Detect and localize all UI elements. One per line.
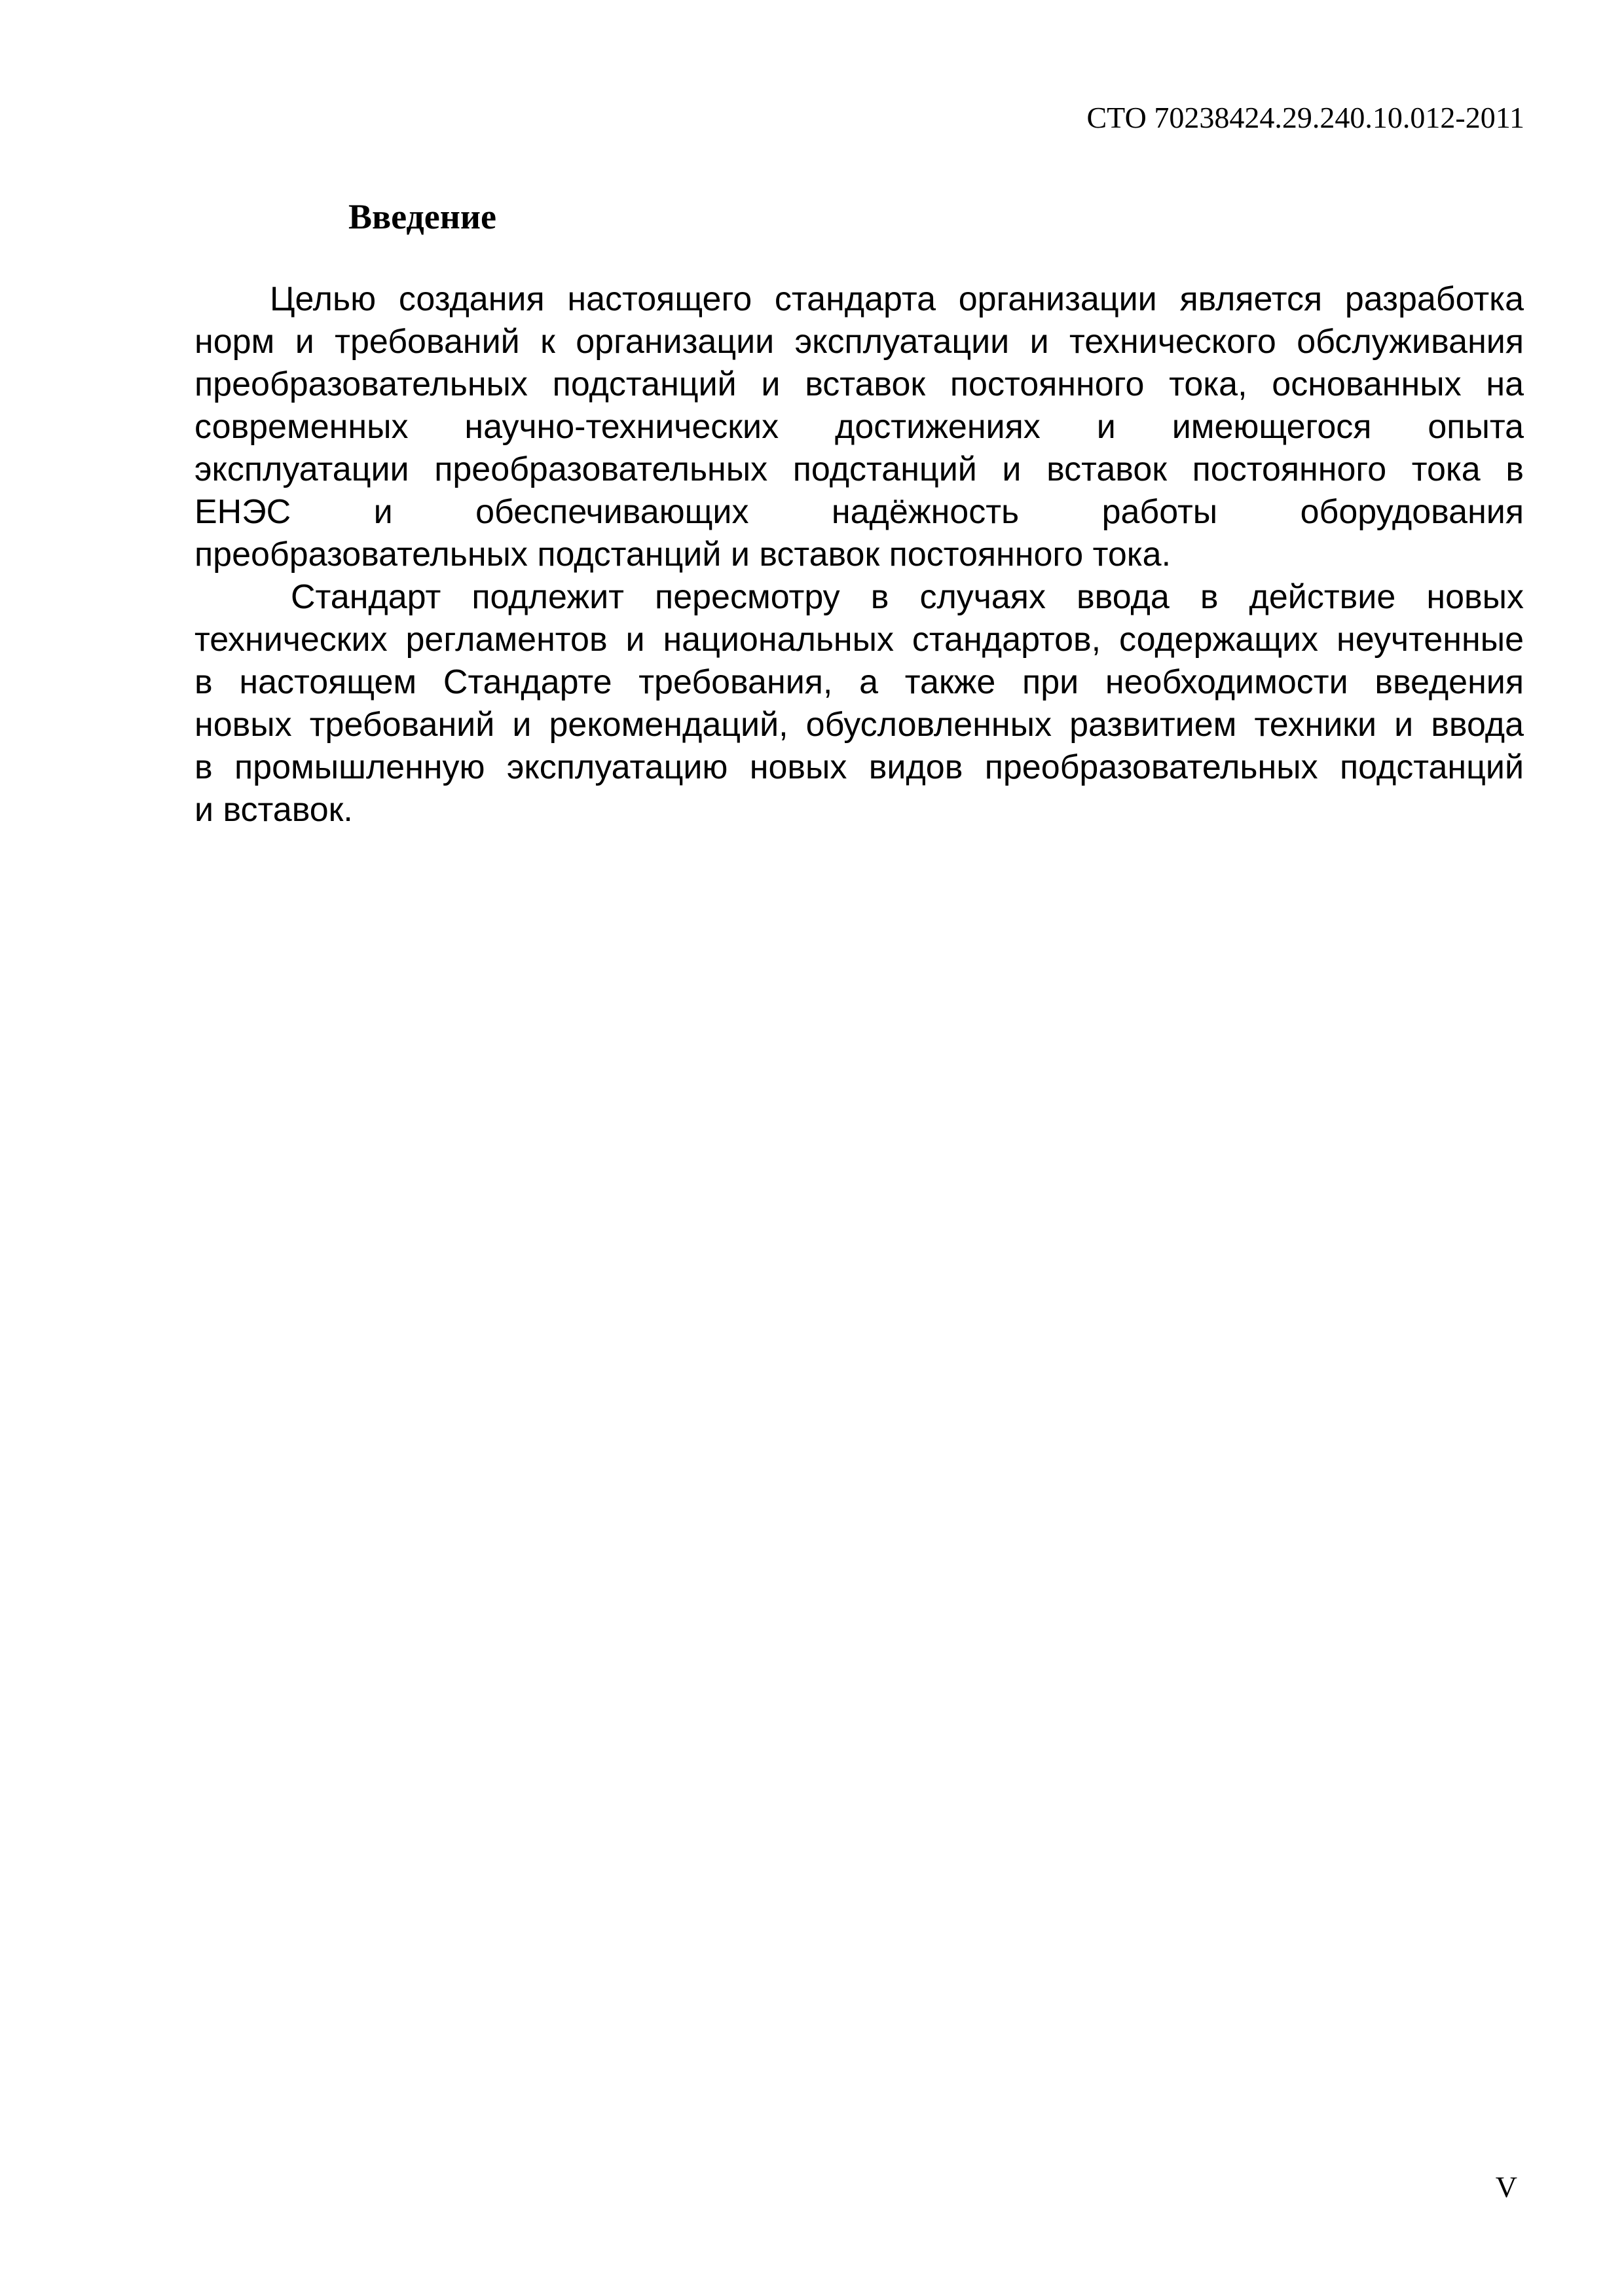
paragraph-line: технических регламентов и национальных стандартов, содержащих неучтенные xyxy=(194,621,1524,659)
paragraph-line: в промышленную эксплуатацию новых видов преобразовательных подстанций xyxy=(194,748,1524,786)
section-title: Введение xyxy=(348,197,496,236)
paragraph-line: эксплуатации преобразовательных подстанций и вставок постоянного тока в xyxy=(194,450,1524,488)
paragraph-line: норм и требований к организации эксплуатации и технического обслуживания xyxy=(194,323,1524,361)
paragraph-line: и вставок. xyxy=(194,791,353,829)
paragraph-1 xyxy=(194,278,1524,576)
paragraph-line: новых требований и рекомендаций, обусловленных развитием техники и ввода xyxy=(194,706,1524,744)
paragraph-line: преобразовательных подстанций и вставок постоянного тока. xyxy=(194,536,1172,574)
paragraph-2 xyxy=(194,576,1524,831)
body-text xyxy=(194,278,1524,831)
document-code: СТО 70238424.29.240.10.012-2011 xyxy=(1086,101,1524,134)
paragraph-line: преобразовательных подстанций и вставок постоянного тока, основанных на xyxy=(194,365,1524,403)
paragraph-line: Целью создания настоящего стандарта организации является разработка xyxy=(270,280,1524,318)
paragraph-line: ЕНЭС и обеспечивающих надёжность работы оборудования xyxy=(194,493,1524,531)
page-number: V xyxy=(1495,2170,1517,2204)
paragraph-line: Стандарт подлежит пересмотру в случаях ввода в действие новых xyxy=(291,578,1524,616)
paragraph-line: в настоящем Стандарте требования, а также при необходимости введения xyxy=(194,663,1524,701)
paragraph-line: современных научно-технических достижениях и имеющегося опыта xyxy=(194,408,1524,446)
